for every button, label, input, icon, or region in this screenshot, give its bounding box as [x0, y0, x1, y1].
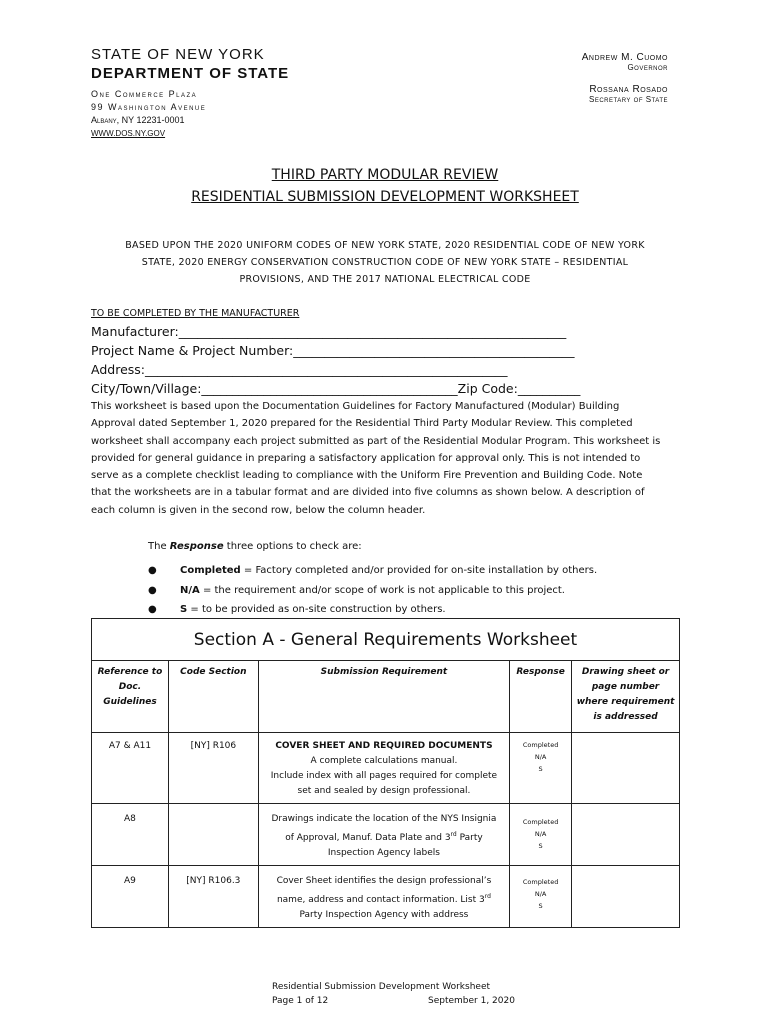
requirement-line: set and sealed by design professional.: [297, 786, 471, 796]
response-intro-pre: The: [148, 541, 170, 552]
bullet-desc: = the requirement and/or scope of work is not applicable to this project.: [199, 584, 565, 596]
row-code: [168, 804, 258, 866]
row-code: [NY] R106.3: [168, 866, 258, 928]
requirement-line: of Approval, Manuf. Data Plate and 3rd Party: [285, 831, 483, 843]
response-s[interactable]: S: [538, 765, 543, 773]
requirement-line: Party Inspection Agency with address: [299, 910, 469, 920]
row-requirement: [258, 733, 509, 804]
requirement-line: Drawings indicate the location of the NYS Insignia: [271, 814, 497, 824]
bullet-desc: = Factory completed and/or provided for on-site installation by others.: [240, 565, 598, 576]
table-row: [92, 804, 680, 866]
codes-line-1: BASED UPON THE 2020 UNIFORM CODES OF NEW YORK STATE, 2020 RESIDENTIAL CODE OF NEW YORK: [125, 240, 645, 251]
paragraph-line: each column is given in the second row, below the column header.: [91, 504, 426, 516]
address-field[interactable]: Address:__________________________________________________________: [91, 362, 508, 377]
row-drawing-ref[interactable]: [572, 804, 680, 866]
column-header-drawing: Drawing sheet or page number where requirement is addressed: [572, 661, 680, 733]
website-link[interactable]: WWW.DOS.NY.GOV: [91, 129, 166, 138]
row-response[interactable]: [510, 733, 572, 804]
response-intro: [148, 541, 362, 552]
response-intro-word: Response: [169, 541, 224, 552]
response-s[interactable]: S: [538, 902, 543, 910]
table-row: [92, 866, 680, 928]
bullet-term: Completed: [180, 565, 241, 576]
manufacturer-heading: TO BE COMPLETED BY THE MANUFACTURER: [91, 308, 300, 319]
footer-date: September 1, 2020: [428, 996, 515, 1006]
column-header-response: Response: [510, 661, 572, 733]
title-line-1: THIRD PARTY MODULAR REVIEW: [271, 167, 499, 183]
row-response[interactable]: [510, 866, 572, 928]
bullet-icon: ●: [148, 584, 157, 596]
row-ref: A7 & A11: [92, 733, 169, 804]
bullet-icon: ●: [148, 604, 157, 615]
intro-paragraph: [91, 398, 681, 519]
state-name: STATE OF NEW YORK: [91, 46, 265, 63]
letterhead-right: [582, 52, 668, 104]
requirement-line: Inspection Agency labels: [327, 848, 440, 858]
city-zip-field[interactable]: City/Town/Village:_________________________________________Zip Code:__________: [91, 381, 581, 396]
response-intro-post: three options to check are:: [223, 541, 362, 552]
table-row: [92, 733, 680, 804]
row-response[interactable]: [510, 804, 572, 866]
row-drawing-ref[interactable]: [572, 866, 680, 928]
manufacturer-field[interactable]: Manufacturer:______________________________________________________________: [91, 324, 567, 339]
row-ref: A8: [92, 804, 169, 866]
footer-title: Residential Submission Development Worksheet: [272, 982, 491, 992]
letterhead-left: [91, 46, 289, 140]
requirement-line: A complete calculations manual.: [310, 756, 458, 766]
bullet-term: S: [180, 604, 188, 615]
column-header-ref: Reference to Doc. Guidelines: [92, 661, 169, 733]
requirement-line: Cover Sheet identifies the design professional’s: [276, 876, 492, 886]
bullet-desc: = to be provided as on-site construction by others.: [187, 604, 446, 615]
response-na[interactable]: N/A: [534, 890, 547, 898]
row-requirement: [258, 804, 509, 866]
bullet-term: N/A: [180, 584, 200, 596]
column-header-requirement: Submission Requirement: [258, 661, 509, 733]
paragraph-line: Approval dated September 1, 2020 prepared for the Residential Third Party Modular Review. This completed: [91, 418, 633, 430]
response-completed[interactable]: Completed: [522, 741, 559, 749]
list-item: [148, 600, 597, 620]
governor-name: Andrew M. Cuomo: [581, 52, 668, 63]
paragraph-line: This worksheet is based upon the Documentation Guidelines for Factory Manufactured (Modular) Building: [91, 401, 620, 412]
section-a-worksheet: [91, 618, 680, 928]
address-block: [91, 88, 289, 140]
secretary-name: Rossana Rosado: [589, 84, 668, 95]
footer-page-number: Page 1 of 12: [272, 996, 329, 1006]
row-ref: A9: [92, 866, 169, 928]
department-name: DEPARTMENT OF STATE: [91, 65, 290, 82]
paragraph-line: that the worksheets are in a tabular format and are divided into five columns as shown below. A description of: [91, 487, 645, 499]
row-drawing-ref[interactable]: [572, 733, 680, 804]
address-line-2: 99 Washington Avenue: [91, 102, 207, 112]
codes-statement: [95, 237, 675, 288]
project-field[interactable]: Project Name & Project Number:_____________________________________________: [91, 343, 575, 358]
response-na[interactable]: N/A: [534, 753, 547, 761]
response-na[interactable]: N/A: [534, 830, 547, 838]
paragraph-line: provided for general guidance in preparing a satisfactory application for approval only. This is not intended to: [91, 452, 641, 464]
secretary-title: Secretary of State: [588, 95, 668, 104]
codes-line-2: STATE, 2020 ENERGY CONSERVATION CONSTRUCTION CODE OF NEW YORK STATE – RESIDENTIAL: [141, 257, 629, 268]
paragraph-line: serve as a complete checklist leading to compliance with the Uniform Fire Prevention and Building Code. Note: [91, 470, 643, 482]
address-line-1: One Commerce Plaza: [91, 89, 198, 99]
requirement-line: name, address and contact information. List 3rd: [276, 893, 491, 905]
paragraph-line: worksheet shall accompany each project submitted as part of the Residential Modular Program. This worksheet is: [91, 435, 661, 447]
requirement-title: COVER SHEET AND REQUIRED DOCUMENTS: [275, 741, 493, 751]
bullet-icon: ●: [148, 565, 157, 576]
document-title: [0, 164, 770, 208]
section-title: Section A - General Requirements Worksheet: [92, 619, 680, 661]
list-item: [148, 581, 597, 601]
response-options-list: [148, 561, 597, 620]
requirement-line: Include index with all pages required for complete: [270, 771, 498, 781]
response-completed[interactable]: Completed: [522, 878, 559, 886]
row-requirement: [258, 866, 509, 928]
list-item: [148, 561, 597, 581]
response-completed[interactable]: Completed: [522, 818, 559, 826]
governor-title: Governor: [627, 63, 668, 72]
column-header-code: Code Section: [168, 661, 258, 733]
row-code: [NY] R106: [168, 733, 258, 804]
title-line-2: RESIDENTIAL SUBMISSION DEVELOPMENT WORKSHEET: [191, 189, 579, 205]
address-line-3: Albany, NY 12231-0001: [91, 115, 185, 125]
codes-line-3: PROVISIONS, AND THE 2017 NATIONAL ELECTRICAL CODE: [239, 274, 531, 285]
response-s[interactable]: S: [538, 842, 543, 850]
